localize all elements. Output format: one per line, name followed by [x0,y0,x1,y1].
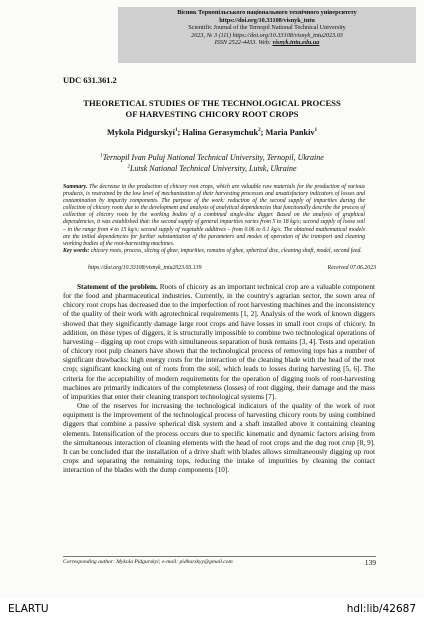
author-3: Maria Pankiv [265,128,315,137]
keywords-text: chicory roots, process, slicing of ghee, impurities, remains of ghee, spherical disc, cleaning shaft, model, second feed. [89,247,362,254]
body-paragraph: One of the reserves for increasing the technological indicators of the quality of the work of root equipment is the improvement of the technological process of harvesting chicory roots by using combined diggers that combine a passive spherical disk system and a shaft installed above it containing cleaning elements. Intensification of the process occurs due to specific kinematic and dynamic factors arising from the simultaneous interaction of cleaning elements with the head of root crops and the dug root crop [8, 9]. It can be concluded that the installation of a drive shaft with blades allows simultaneously digging up root crops and separating the remaining tops, reducing the intake of impurities by cleaning the contact interaction of the blades with the dump components [10]. [63,402,375,475]
page-footer [63,556,376,567]
corresponding-author: Corresponding author: Mykola Pidgurskyi; e-mail: pidhurskyy@gmail.com [63,559,233,565]
affiliation-2-sup: 2 [127,164,130,170]
journal-name-en: Scientific Journal of the Ternopil National Technical University [188,24,346,32]
journal-header [118,7,416,63]
abstract-label: Summary. [63,184,88,190]
author-sep: ; [260,128,266,137]
page-number: 139 [364,558,376,567]
author-1: Mykola Pidgurskyi [106,128,175,137]
author-list [40,128,384,137]
article-doi-line [88,265,376,271]
repository-bar [0,598,424,620]
article-doi[interactable]: https://doi.org/10.33108/visnyk_tntu2023.03.139 [88,265,202,271]
article-body [63,283,375,475]
handle-id: hdl:lib/42687 [346,603,416,615]
author-sep: ; [177,128,183,137]
abstract [63,184,365,255]
journal-issue: 2023, № 3 (111) https://doi.org/10.33108/visnyk_tntu2023.03 [191,31,343,39]
author-3-sup: 1 [314,128,318,134]
affiliation-1-sup: 1 [100,153,103,159]
author-1-sup: 1 [174,128,178,134]
body-paragraph [63,283,375,402]
affiliations [40,152,384,174]
abstract-text: The decrease in the production of chicory root crops, which are valuable raw materials for the production of various products, is restrained by the low level of mechanization of their harvesting processes and unsatisfactory indicators of losses and contamination by impurity components. The purpose of the work: reduction of the second supply of impurities during the collection of chicory roots due to the development and analysis of analytical dependencies that functionally describe the process of collection of chicory roots by the working bodies of a combined single-disc digger. Based on the analysis of graphical dependencies, it was established that: the second supply of general impurities varies from 5 to 18 kg/s; second supply of loose soil – in the range from 4 to 15 kg/s; second supply of vegetable additives – from 0.06 to 0.1 kg/s. The obtained mathematical models are the initial dependencies for further substantiation of the parameters and modes of operation of the transport and cleaning working bodies of the root-harvesting machines. [63,184,365,247]
paper-title [40,98,384,120]
paper-title-line1: THEORETICAL STUDIES OF THE TECHNOLOGICAL PROCESS [83,98,341,108]
keywords-label: Key words: [63,247,90,254]
repository-name: ELARTU [8,603,49,615]
journal-name-ua: Вісник Тернопільського національного технічного університету [177,9,357,16]
paper-title-line2: OF HARVESTING CHICORY ROOT CROPS [125,109,299,119]
journal-web-link[interactable]: visnyk.tntu.edu.ua [272,39,320,47]
affiliation-1-text: Ternopil Ivan Puluj National Technical University, Ternopil, Ukraine [102,153,324,162]
affiliation-1 [40,152,384,163]
journal-issn [118,39,416,47]
received-date: Received 07.06.2023 [327,265,376,271]
udc-code: UDC 631.361.2 [63,76,117,85]
journal-doi[interactable]: https://doi.org/10.33108/visnyk_tntu [219,16,315,24]
section-heading-problem: Statement of the problem. [77,283,158,291]
affiliation-2 [40,163,384,174]
body-paragraph-1-text: Roots of chicory as an important technical crop are a valuable component for the food and pharmaceutical industries. Currently, in the country's agrarian sector, the sown area of chicory root crops has decreased due to the imperfection of root harvesting machines and the inconsistency of the quality of their work with agrotechnical requirements [1, 2]. Analysis of the work of known diggers showed that they significantly damage large root crops and have losses in small root crops of chicory. In addition, on these types of diggers, it is structurally impossible to combine two technological operations of harvesting – digging up root crops with simultaneous separation of husk remains [3, 4]. Tests and operation of chicory root pulp cleaners have shown that the technological process of removing tops has a number of significant drawbacks: high energy costs for the interaction of the cleaning blade with the head of the root crop; significant knocking out of roots from the soil, which leads to losses during harvesting [5, 6]. The criteria for the acceptability of modern requirements for the operation of digging tools of root-harvesting machines are primarily indicators of the completeness (losses) of root digging, their damage and the mass of impurities that enter their cleaning transport technological systems [7]. [63,283,375,401]
author-2-sup: 2 [258,128,261,134]
author-2: Halina Gerasymchuk [182,128,259,137]
affiliation-2-text: Lutsk National Technical University, Lutsk, Ukraine [129,164,297,173]
journal-issn-text: ISSN 2522-4433. Web: [214,39,273,47]
